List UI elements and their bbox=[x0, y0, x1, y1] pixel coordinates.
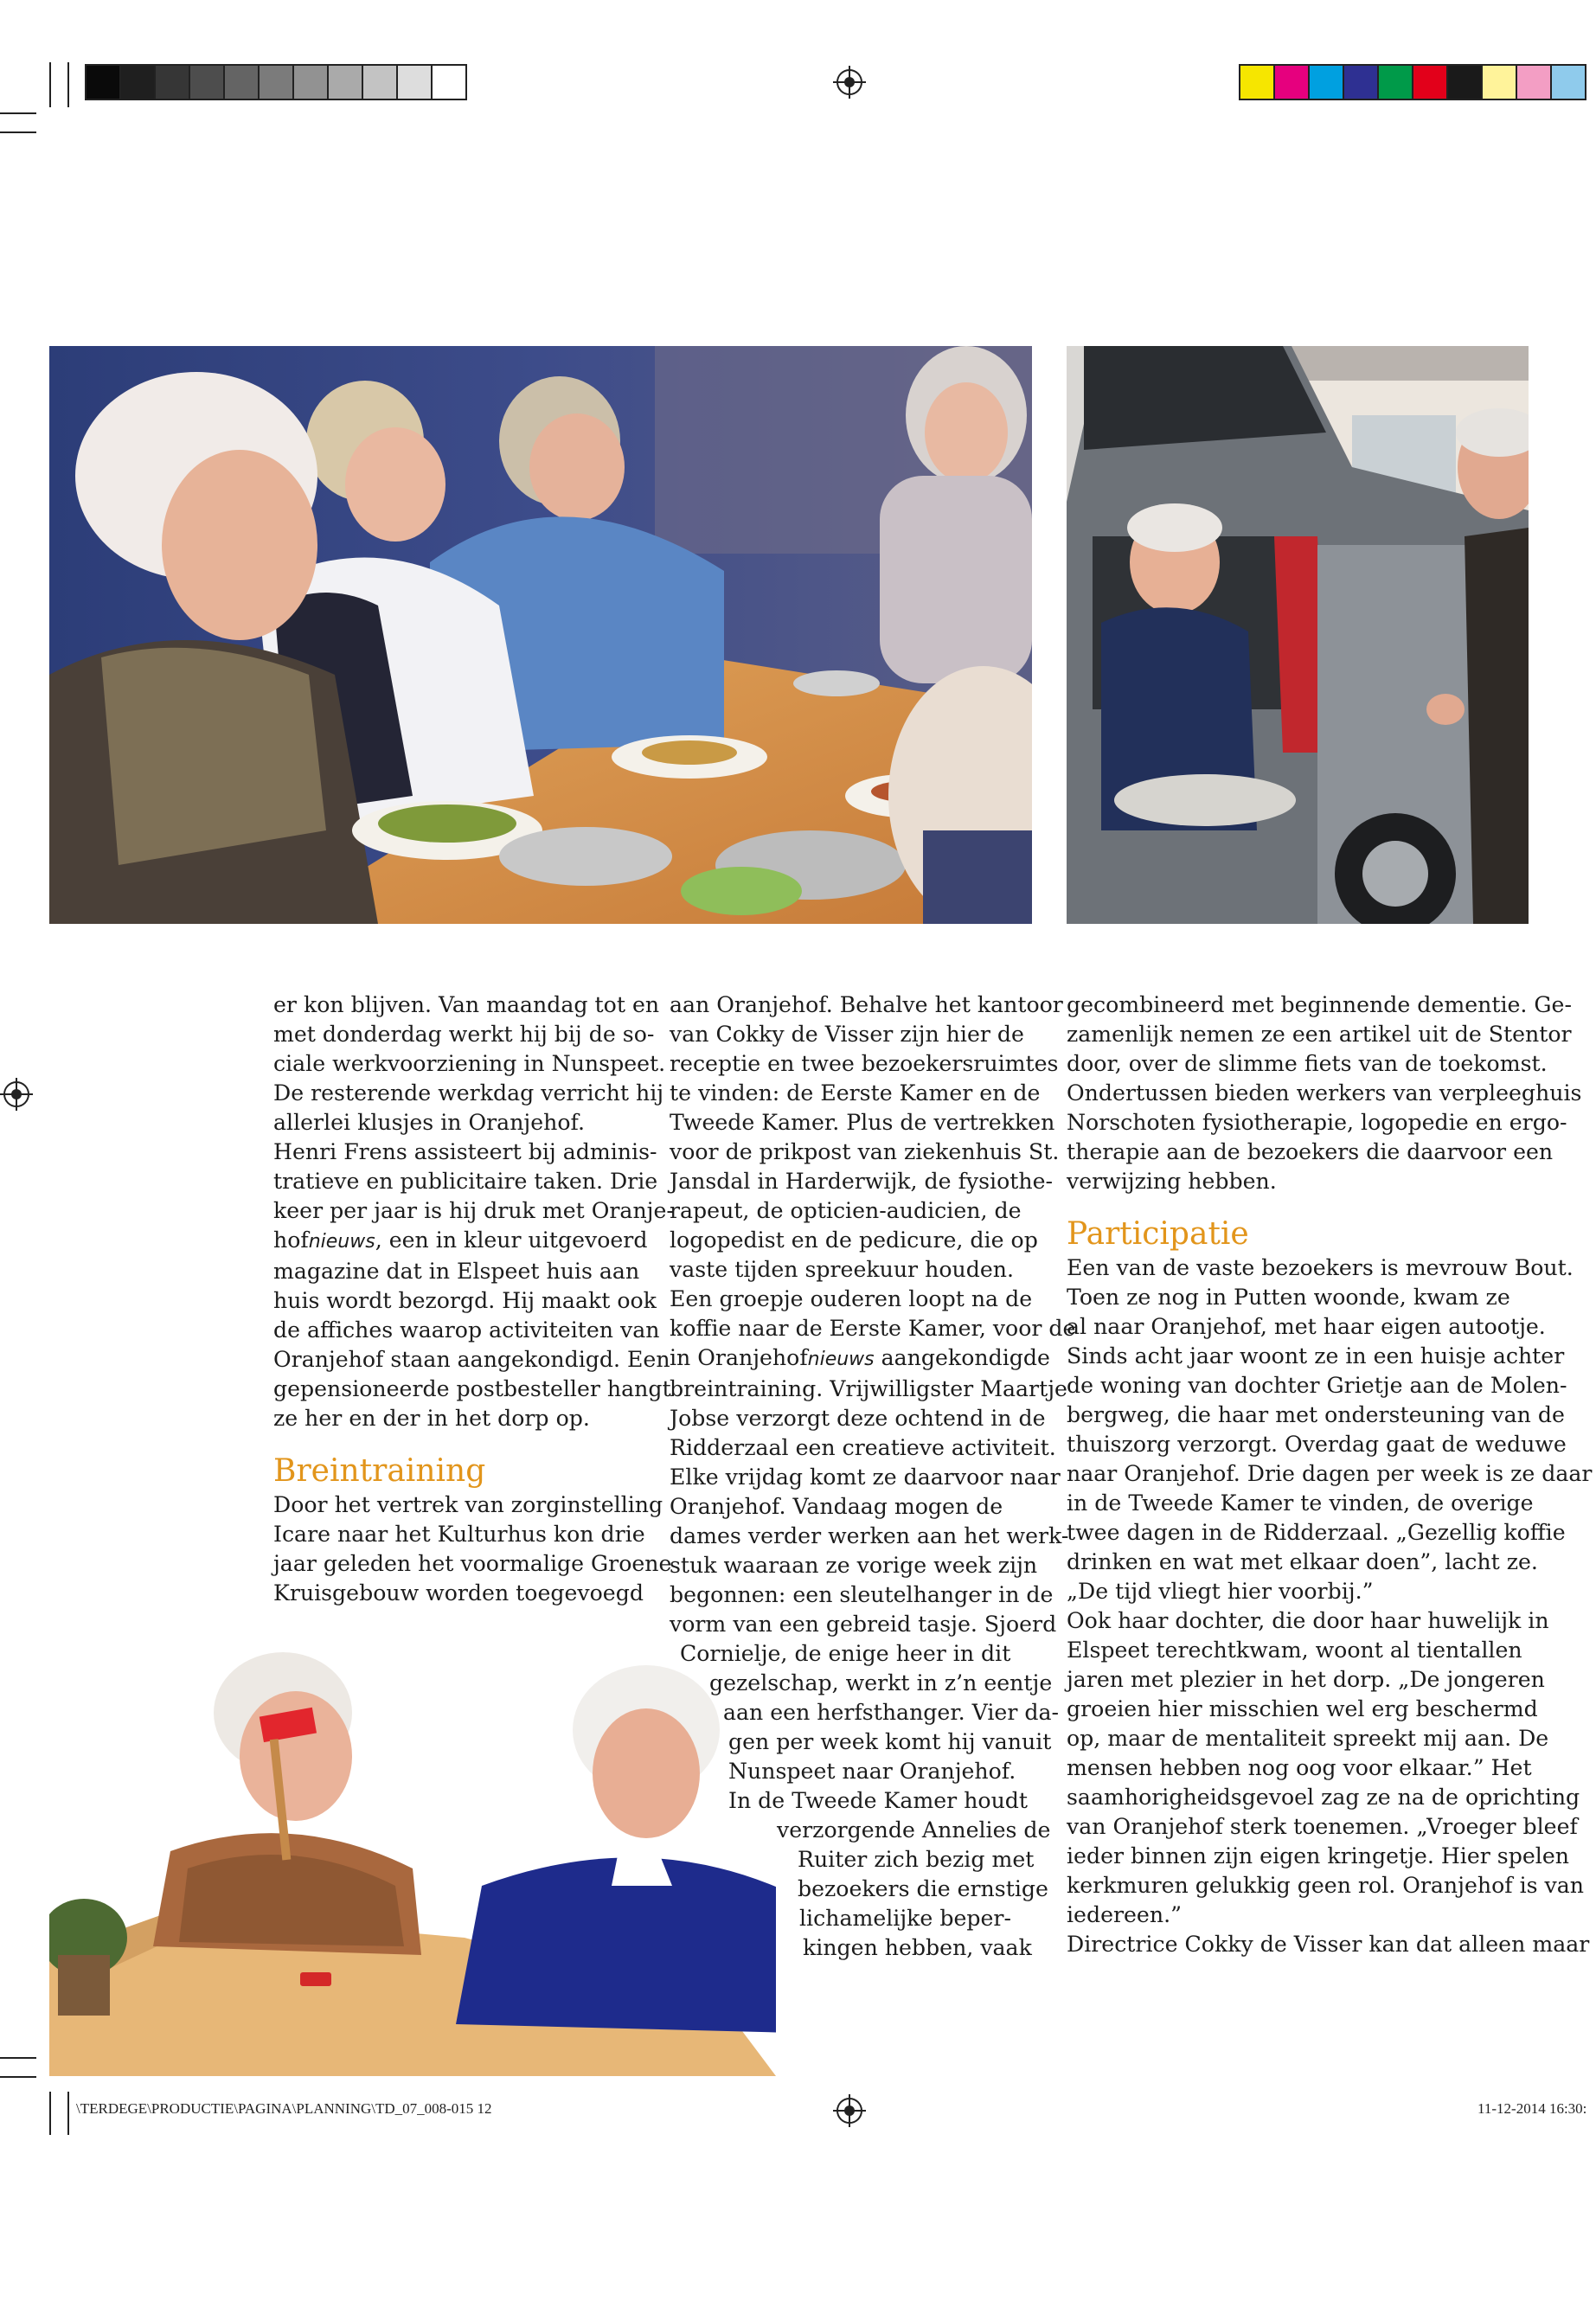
text-column-1 bbox=[273, 990, 674, 1608]
text-line: in de Tweede Kamer te vinden, de overige bbox=[1067, 1490, 1534, 1516]
text-line: er kon blijven. Van maandag tot en bbox=[273, 992, 660, 1017]
text-line: op, maar de mentaliteit spreekt mij aan. De bbox=[1067, 1726, 1549, 1751]
text-line: jaren met plezier in het dorp. „De jongeren bbox=[1067, 1667, 1545, 1692]
photo-two-elderly-women-at-table bbox=[49, 1626, 776, 2076]
crop-mark-top-left-v1 bbox=[49, 62, 51, 107]
color-swatch bbox=[1275, 66, 1310, 99]
color-swatch bbox=[1413, 66, 1448, 99]
text-line: huis wordt bezorgd. Hij maakt ook bbox=[273, 1288, 657, 1313]
magazine-name-italic: nieuws bbox=[807, 1349, 875, 1370]
color-swatch bbox=[1448, 66, 1483, 99]
color-swatch bbox=[1379, 66, 1413, 99]
text-line: Een groepje ouderen loopt na de bbox=[670, 1286, 1033, 1311]
text-line: Sinds acht jaar woont ze in een huisje achter bbox=[1067, 1343, 1565, 1368]
text-line: Elke vrijdag komt ze daarvoor naar bbox=[670, 1465, 1061, 1490]
color-swatch bbox=[156, 66, 190, 99]
text-column-2 bbox=[670, 990, 1075, 1963]
color-swatch bbox=[260, 66, 294, 99]
color-swatch bbox=[121, 66, 156, 99]
text-line: van Cokky de Visser zijn hier de bbox=[670, 1022, 1024, 1047]
color-swatch bbox=[363, 66, 398, 99]
text-line: breintraining. Vrijwilligster Maartje bbox=[670, 1376, 1067, 1401]
text-line: vorm van een gebreid tasje. Sjoerd bbox=[670, 1612, 1057, 1637]
text-line: Ridderzaal een creatieve activiteit. bbox=[670, 1435, 1056, 1460]
text-line: door, over de slimme fiets van de toekomst. bbox=[1067, 1051, 1548, 1076]
text-line: rapeut, de opticien-audicien, de bbox=[670, 1198, 1022, 1223]
text-line: gen per week komt hij vanuit bbox=[728, 1729, 1052, 1754]
crop-mark-bottom-left-v1 bbox=[49, 2092, 51, 2135]
text-line: aan een herfsthanger. Vier da- bbox=[723, 1700, 1060, 1725]
print-slug-path: \TERDEGE\PRODUCTIE\PAGINA\PLANNING\TD_07_008-015 12 bbox=[76, 2100, 492, 2117]
text-line: tratieve en publicitaire taken. Drie bbox=[273, 1169, 658, 1194]
text-line: receptie en twee bezoekersruimtes bbox=[670, 1051, 1059, 1076]
text-line: gecombineerd met beginnende dementie. Ge- bbox=[1067, 992, 1572, 1017]
text-line: stuk waaraan ze vorige week zijn bbox=[670, 1553, 1038, 1578]
color-swatch bbox=[294, 66, 329, 99]
text-line: hofnieuws, een in kleur uitgevoerd bbox=[273, 1227, 648, 1253]
text-line: naar Oranjehof. Drie dagen per week is ze daar bbox=[1067, 1461, 1593, 1486]
text-line: iedereen.” bbox=[1067, 1902, 1182, 1927]
text-line: kerkmuren gelukkig geen rol. Oranjehof is van bbox=[1067, 1873, 1585, 1898]
color-swatch bbox=[87, 66, 121, 99]
crop-mark-bottom-left-v2 bbox=[67, 2092, 69, 2135]
crop-mark-top-left-v2 bbox=[67, 62, 69, 107]
photo-man-loading-car-trunk bbox=[1067, 346, 1529, 924]
text-line: dames verder werken aan het werk- bbox=[670, 1523, 1069, 1548]
color-swatch bbox=[1240, 66, 1275, 99]
text-line: de woning van dochter Grietje aan de Molen- bbox=[1067, 1373, 1567, 1398]
text-line: de affiches waarop activiteiten van bbox=[273, 1317, 660, 1343]
text-line: vaste tijden spreekuur houden. bbox=[670, 1257, 1014, 1282]
section-heading-breintraining: Breintraining bbox=[273, 1453, 486, 1489]
text-line: met donderdag werkt hij bij de so- bbox=[273, 1022, 655, 1047]
text-line: al naar Oranjehof, met haar eigen autootje. bbox=[1067, 1314, 1546, 1339]
text-line: twee dagen in de Ridderzaal. „Gezellig koffie bbox=[1067, 1520, 1566, 1545]
text-line: gezelschap, werkt in z’n eentje bbox=[709, 1670, 1053, 1695]
text-line: Een van de vaste bezoekers is mevrouw Bout. bbox=[1067, 1255, 1574, 1280]
color-swatch bbox=[1483, 66, 1517, 99]
text-line: aan Oranjehof. Behalve het kantoor bbox=[670, 992, 1063, 1017]
text-line: saamhorigheidsgevoel zag ze na de oprichting bbox=[1067, 1785, 1580, 1810]
text-line: logopedist en de pedicure, die op bbox=[670, 1227, 1038, 1253]
magazine-name-italic: nieuws bbox=[308, 1231, 375, 1253]
text-line: allerlei klusjes in Oranjehof. bbox=[273, 1110, 585, 1135]
color-swatch bbox=[1310, 66, 1344, 99]
text-line: Ruiter zich bezig met bbox=[798, 1847, 1035, 1872]
print-slug-datetime: 11-12-2014 16:30: bbox=[1477, 2100, 1587, 2117]
text-line: jaar geleden het voormalige Groene bbox=[273, 1551, 672, 1576]
crop-mark-left-h2 bbox=[0, 131, 36, 133]
text-line: Toen ze nog in Putten woonde, kwam ze bbox=[1067, 1285, 1510, 1310]
text-line: Oranjehof staan aangekondigd. Een bbox=[273, 1347, 670, 1372]
registration-target-left-icon bbox=[3, 1081, 29, 1107]
text-line: De resterende werkdag verricht hij bbox=[273, 1080, 664, 1106]
text-line: Jobse verzorgt deze ochtend in de bbox=[670, 1406, 1046, 1431]
text-line: begonnen: een sleutelhanger in de bbox=[670, 1582, 1054, 1607]
text-line: van Oranjehof sterk toenemen. „Vroeger bleef bbox=[1067, 1814, 1578, 1839]
text-line: gepensioneerde postbesteller hangt bbox=[273, 1376, 671, 1401]
color-swatch bbox=[1344, 66, 1379, 99]
text-line: Ondertussen bieden werkers van verpleeghuis bbox=[1067, 1080, 1582, 1106]
crop-mark-left-h1 bbox=[0, 112, 36, 114]
text-line: Norschoten fysiotherapie, logopedie en ergo- bbox=[1067, 1110, 1567, 1135]
text-line: in Oranjehofnieuws aangekondigde bbox=[670, 1345, 1050, 1370]
text-line: koffie naar de Eerste Kamer, voor de bbox=[670, 1316, 1076, 1341]
text-line: ieder binnen zijn eigen kringetje. Hier spelen bbox=[1067, 1843, 1569, 1868]
text-line: drinken en wat met elkaar doen”, lacht ze. bbox=[1067, 1549, 1538, 1574]
text-line: Oranjehof. Vandaag mogen de bbox=[670, 1494, 1003, 1519]
color-swatch bbox=[1517, 66, 1552, 99]
text-line: Cornielje, de enige heer in dit bbox=[680, 1641, 1011, 1666]
text-line: te vinden: de Eerste Kamer en de bbox=[670, 1080, 1041, 1106]
text-line: lichamelijke beper- bbox=[799, 1906, 1011, 1931]
color-swatch bbox=[190, 66, 225, 99]
text-line: zamenlijk nemen ze een artikel uit de Stentor bbox=[1067, 1022, 1572, 1047]
text-line: mensen hebben nog oog voor elkaar.” Het bbox=[1067, 1755, 1532, 1780]
text-line: ze her en der in het dorp op. bbox=[273, 1406, 590, 1431]
text-line: bergweg, die haar met ondersteuning van de bbox=[1067, 1402, 1565, 1427]
registration-target-bottom-icon bbox=[836, 2098, 862, 2124]
text-line: verzorgende Annelies de bbox=[777, 1817, 1051, 1843]
text-line: bezoekers die ernstige bbox=[798, 1876, 1048, 1901]
text-line: Ook haar dochter, die door haar huwelijk in bbox=[1067, 1608, 1549, 1633]
text-line: kingen hebben, vaak bbox=[803, 1935, 1032, 1960]
photo-elderly-women-dining bbox=[49, 346, 1032, 924]
color-swatch bbox=[329, 66, 363, 99]
text-line: thuiszorg verzorgt. Overdag gaat de weduwe bbox=[1067, 1432, 1567, 1457]
text-line: Kruisgebouw worden toegevoegd bbox=[273, 1580, 644, 1606]
text-column-3 bbox=[1067, 990, 1592, 1959]
text-line: Tweede Kamer. Plus de vertrekken bbox=[670, 1110, 1055, 1135]
text-line: Elspeet terechtkwam, woont al tientallen bbox=[1067, 1638, 1522, 1663]
text-line: groeien hier misschien wel erg beschermd bbox=[1067, 1696, 1538, 1721]
text-line: Henri Frens assisteert bij adminis- bbox=[273, 1139, 657, 1164]
color-swatch bbox=[398, 66, 433, 99]
text-line: Door het vertrek van zorginstelling bbox=[273, 1492, 663, 1517]
text-line: Jansdal in Harderwijk, de fysiothe- bbox=[670, 1169, 1054, 1194]
crop-mark-bottom-left-h1 bbox=[0, 2057, 36, 2059]
text-line: keer per jaar is hij druk met Oranje- bbox=[273, 1198, 674, 1223]
gray-color-bar bbox=[85, 64, 467, 100]
text-line: In de Tweede Kamer houdt bbox=[728, 1788, 1029, 1813]
text-line: Icare naar het Kulturhus kon drie bbox=[273, 1522, 645, 1547]
text-line: voor de prikpost van ziekenhuis St. bbox=[670, 1139, 1060, 1164]
cmyk-color-bar bbox=[1239, 64, 1586, 100]
text-line: „De tijd vliegt hier voorbij.” bbox=[1067, 1579, 1374, 1604]
color-swatch bbox=[225, 66, 260, 99]
section-heading-participatie: Participatie bbox=[1067, 1216, 1249, 1252]
color-swatch bbox=[433, 66, 465, 99]
crop-mark-bottom-left-h2 bbox=[0, 2076, 36, 2078]
text-line: Directrice Cokky de Visser kan dat alleen maar bbox=[1067, 1932, 1590, 1957]
text-line: ciale werkvoorziening in Nunspeet. bbox=[273, 1051, 666, 1076]
color-swatch bbox=[1552, 66, 1585, 99]
text-line: therapie aan de bezoekers die daarvoor een bbox=[1067, 1139, 1554, 1164]
registration-target-top-icon bbox=[836, 69, 862, 95]
text-line: verwijzing hebben. bbox=[1067, 1169, 1277, 1194]
text-line: Nunspeet naar Oranjehof. bbox=[728, 1759, 1016, 1784]
text-line: magazine dat in Elspeet huis aan bbox=[273, 1259, 640, 1284]
